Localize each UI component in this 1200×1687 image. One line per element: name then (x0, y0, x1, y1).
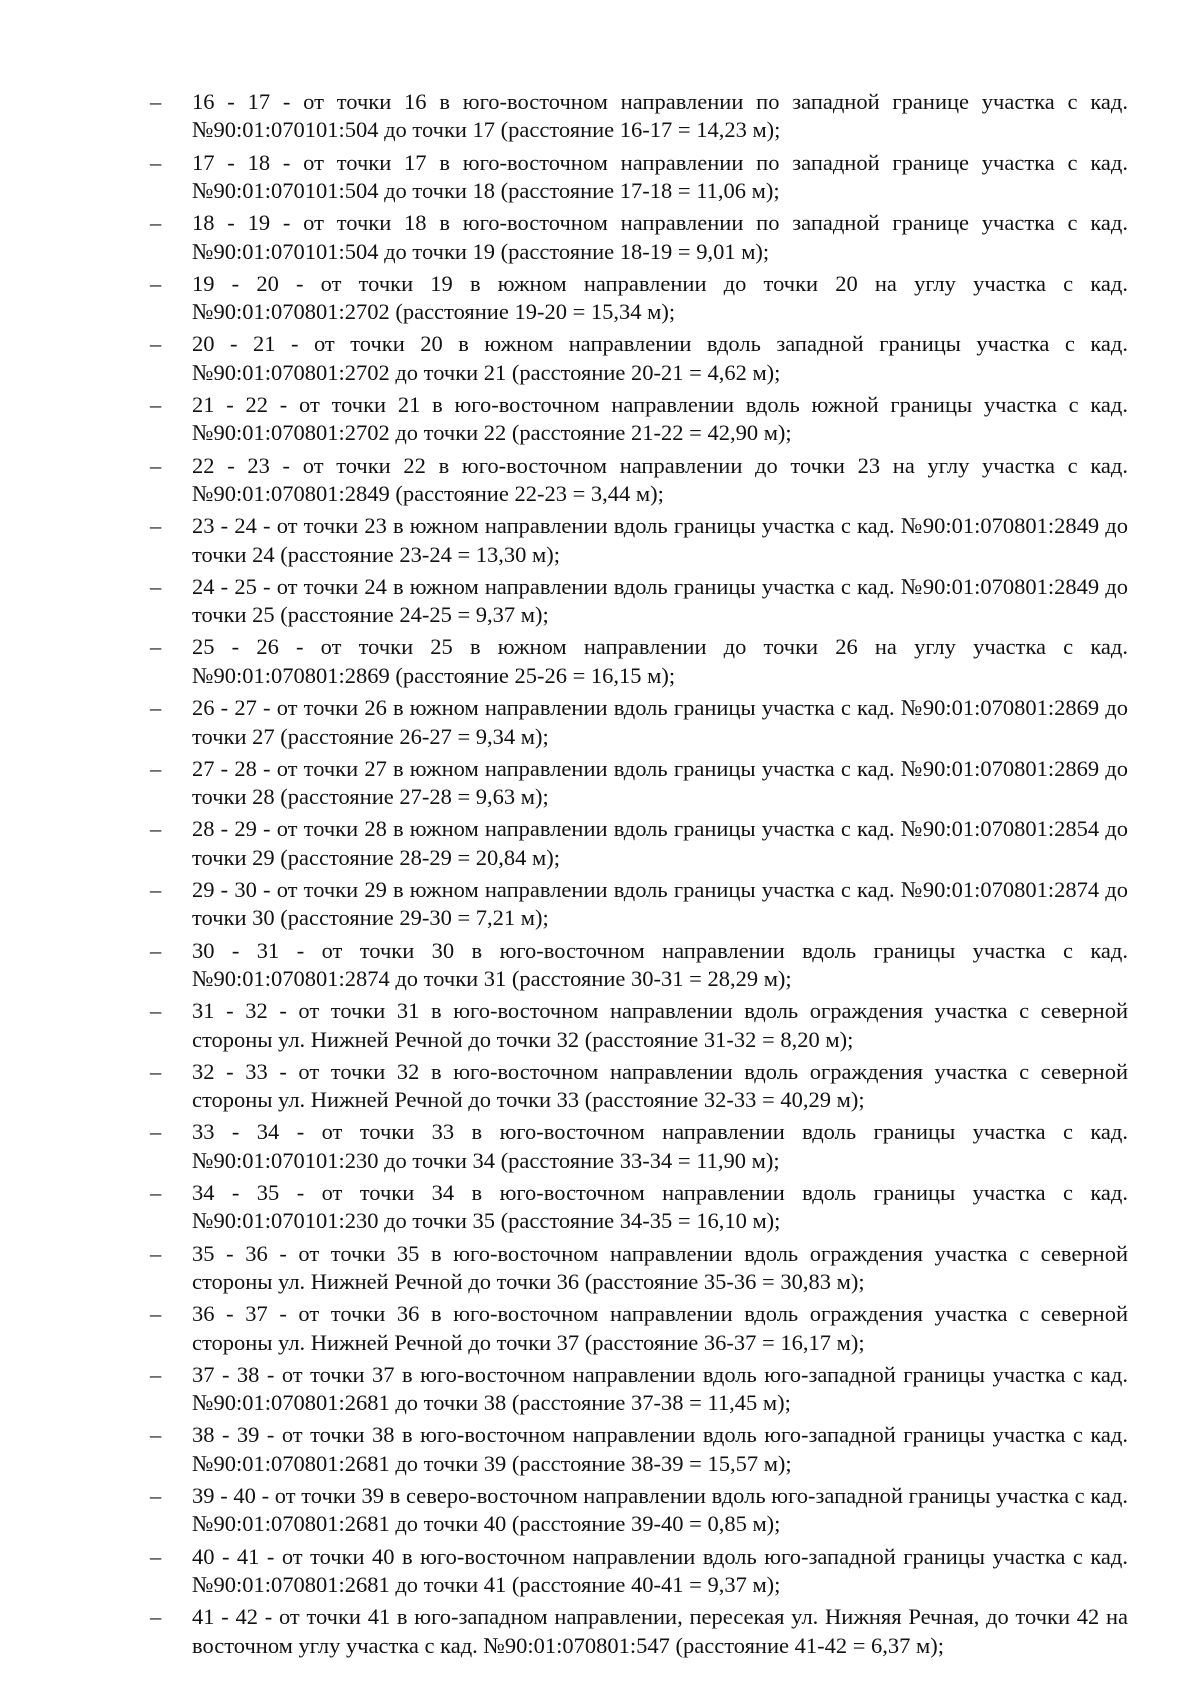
dash-bullet: – (150, 452, 162, 478)
dash-bullet: – (150, 1483, 162, 1509)
item-text: 19 - 20 - от точки 19 в южном направлении до точки 20 на углу участка с кад. №90:01:070801:2702 (расстояние 19-20 = 15,34 м); (192, 270, 1128, 325)
dash-bullet: – (150, 331, 162, 357)
item-text: 28 - 29 - от точки 28 в южном направлении вдоль границы участка с кад. №90:01:070801:2854 до точки 29 (расстояние 28-29 = 20,84 м); (192, 816, 1128, 870)
item-text: 29 - 30 - от точки 29 в южном направлении вдоль границы участка с кад. №90:01:070801:2874 до точки 30 (расстояние 29-30 = 7,21 м); (192, 876, 1128, 931)
list-item (150, 149, 1128, 206)
dash-bullet: – (150, 876, 162, 902)
item-text: 16 - 17 - от точки 16 в юго-восточном направлении по западной границе участка с кад. №90:01:070101:504 до точки 17 (расстояние 16-17 = 14,23 м); (192, 89, 1128, 143)
dash-bullet: – (150, 695, 162, 721)
list-item (150, 1543, 1128, 1600)
dash-bullet: – (150, 1422, 162, 1448)
list-item (150, 1058, 1128, 1115)
dash-bullet: – (150, 392, 162, 418)
list-item (150, 330, 1128, 387)
dash-bullet: – (150, 755, 162, 781)
item-text: 40 - 41 - от точки 40 в юго-восточном направлении вдоль юго-западной границы участка с кад. №90:01:070801:2681 до точки 41 (расстояние 40-41 = 9,37 м); (192, 1543, 1128, 1598)
list-item (150, 876, 1128, 933)
item-text: 38 - 39 - от точки 38 в юго-восточном направлении вдоль юго-западной границы участка с кад. №90:01:070801:2681 до точки 39 (расстояние 38-39 = 15,57 м); (192, 1422, 1128, 1476)
item-text: 34 - 35 - от точки 34 в юго-восточном направлении вдоль границы участка с кад. №90:01:070101:230 до точки 35 (расстояние 34-35 = 16,10 м); (192, 1179, 1128, 1234)
item-text: 30 - 31 - от точки 30 в юго-восточном направлении вдоль границы участка с кад. №90:01:070801:2874 до точки 31 (расстояние 30-31 = 28,29 м); (192, 937, 1128, 991)
item-text: 41 - 42 - от точки 41 в юго-западном направлении, пересекая ул. Нижняя Речная, до точки 42 на восточном углу участка с кад. №90:01:070801:547 (расстояние 41-42 = 6,37 м); (192, 1604, 1128, 1658)
dash-bullet: – (150, 149, 162, 175)
item-text: 35 - 36 - от точки 35 в юго-восточном направлении вдоль ограждения участка с северной стороны ул. Нижней Речной до точки 36 (расстояние 35-36 = 30,83 м); (192, 1240, 1128, 1294)
list-item (150, 1179, 1128, 1236)
dash-bullet: – (150, 1119, 162, 1145)
item-text: 21 - 22 - от точки 21 в юго-восточном направлении вдоль южной границы участка с кад. №90:01:070801:2702 до точки 22 (расстояние 21-22 = 42,90 м); (192, 392, 1128, 446)
dash-bullet: – (150, 573, 162, 599)
boundary-description-list (150, 88, 1128, 1664)
dash-bullet: – (150, 270, 162, 296)
item-text: 37 - 38 - от точки 37 в юго-восточном направлении вдоль юго-западной границы участка с кад. №90:01:070801:2681 до точки 38 (расстояние 37-38 = 11,45 м); (192, 1361, 1128, 1416)
dash-bullet: – (150, 89, 162, 114)
item-text: 27 - 28 - от точки 27 в южном направлении вдоль границы участка с кад. №90:01:070801:2869 до точки 28 (расстояние 27-28 = 9,63 м); (192, 755, 1128, 810)
dash-bullet: – (150, 513, 162, 539)
list-item (150, 573, 1128, 630)
item-text: 33 - 34 - от точки 33 в юго-восточном направлении вдоль границы участка с кад. №90:01:070101:230 до точки 34 (расстояние 33-34 = 11,90 м); (192, 1119, 1128, 1173)
dash-bullet: – (150, 1240, 162, 1266)
dash-bullet: – (150, 1179, 162, 1205)
list-item (150, 1421, 1128, 1478)
item-text: 25 - 26 - от точки 25 в южном направлении до точки 26 на углу участка с кад. №90:01:070801:2869 (расстояние 25-26 = 16,15 м); (192, 634, 1128, 688)
list-item (150, 937, 1128, 994)
list-item (150, 755, 1128, 812)
dash-bullet: – (150, 1543, 162, 1569)
dash-bullet: – (150, 937, 162, 963)
dash-bullet: – (150, 1301, 162, 1327)
dash-bullet: – (150, 1604, 162, 1630)
item-text: 36 - 37 - от точки 36 в юго-восточном направлении вдоль ограждения участка с северной стороны ул. Нижней Речной до точки 37 (расстояние 36-37 = 16,17 м); (192, 1301, 1128, 1355)
dash-bullet: – (150, 634, 162, 660)
item-text: 24 - 25 - от точки 24 в южном направлении вдоль границы участка с кад. №90:01:070801:2849 до точки 25 (расстояние 24-25 = 9,37 м); (192, 573, 1128, 628)
list-item (150, 1118, 1128, 1175)
list-item (150, 391, 1128, 448)
dash-bullet: – (150, 210, 162, 236)
item-text: 22 - 23 - от точки 22 в юго-восточном направлении до точки 23 на углу участка с кад. №90:01:070801:2849 (расстояние 22-23 = 3,44 м); (192, 452, 1128, 507)
list-item (150, 1603, 1128, 1660)
list-item (150, 452, 1128, 509)
item-text: 18 - 19 - от точки 18 в юго-восточном направлении по западной границе участка с кад. №90:01:070101:504 до точки 19 (расстояние 18-19 = 9,01 м); (192, 210, 1128, 264)
list-item (150, 1300, 1128, 1357)
list-item (150, 270, 1128, 327)
list-item (150, 209, 1128, 266)
item-text: 23 - 24 - от точки 23 в южном направлении вдоль границы участка с кад. №90:01:070801:2849 до точки 24 (расстояние 23-24 = 13,30 м); (192, 513, 1128, 567)
dash-bullet: – (150, 816, 162, 842)
list-item (150, 997, 1128, 1054)
item-text: 26 - 27 - от точки 26 в южном направлении вдоль границы участка с кад. №90:01:070801:2869 до точки 27 (расстояние 26-27 = 9,34 м); (192, 695, 1128, 749)
list-item (150, 88, 1128, 145)
dash-bullet: – (150, 1361, 162, 1387)
dash-bullet: – (150, 998, 162, 1024)
list-item (150, 815, 1128, 872)
dash-bullet: – (150, 1058, 162, 1084)
item-text: 31 - 32 - от точки 31 в юго-восточном направлении вдоль ограждения участка с северной стороны ул. Нижней Речной до точки 32 (расстояние 31-32 = 8,20 м); (192, 998, 1128, 1052)
list-item (150, 694, 1128, 751)
list-item (150, 1240, 1128, 1297)
item-text: 32 - 33 - от точки 32 в юго-восточном направлении вдоль ограждения участка с северной стороны ул. Нижней Речной до точки 33 (расстояние 32-33 = 40,29 м); (192, 1058, 1128, 1113)
list-item (150, 1482, 1128, 1539)
item-text: 17 - 18 - от точки 17 в юго-восточном направлении по западной границе участка с кад. №90:01:070101:504 до точки 18 (расстояние 17-18 = 11,06 м); (192, 149, 1128, 204)
list-item (150, 512, 1128, 569)
item-text: 20 - 21 - от точки 20 в южном направлении вдоль западной границы участка с кад. №90:01:070801:2702 до точки 21 (расстояние 20-21 = 4,62 м); (192, 331, 1128, 385)
list-item (150, 1361, 1128, 1418)
list-item (150, 633, 1128, 690)
item-text: 39 - 40 - от точки 39 в северо-восточном направлении вдоль юго-западной границы участка с кад. №90:01:070801:2681 до точки 40 (расстояние 39-40 = 0,85 м); (192, 1483, 1128, 1537)
